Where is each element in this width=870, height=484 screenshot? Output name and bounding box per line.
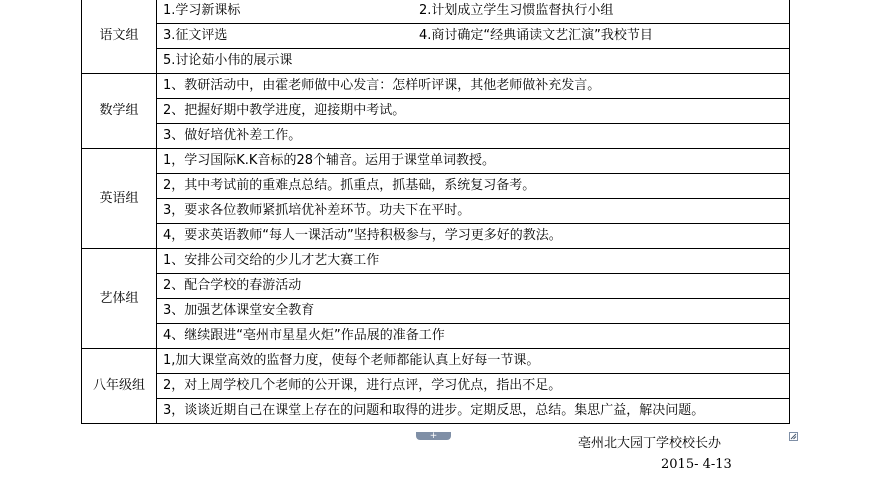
item-cell: 3、做好培优补差工作。 [157,124,790,149]
item-cell [157,24,790,49]
table-row [82,324,790,349]
table-row [82,349,790,374]
item-cell: 1，学习国际K.K音标的28个辅音。运用于课堂单词教授。 [157,149,790,174]
table-row [82,149,790,174]
table-row [82,24,790,49]
table-row [82,174,790,199]
group-name-cell: 数学组 [82,74,157,149]
item-cell: 3、加强艺体课堂安全教育 [157,299,790,324]
table-row [82,74,790,99]
item-cell: 3，谈谈近期自己在课堂上存在的问题和取得的进步。定期反思，总结。集思广益，解决问题。 [157,399,790,424]
item-cell: 1、安排公司交给的少儿才艺大赛工作 [157,249,790,274]
table-resize-icon[interactable] [789,432,798,441]
item-cell: 3，要求各位教师紧抓培优补差环节。功夫下在平时。 [157,199,790,224]
table-row [82,0,790,24]
item-cell: 2，对上周学校几个老师的公开课，进行点评，学习优点，指出不足。 [157,374,790,399]
item-cell: 4，要求英语教师“每人一课活动”坚持积极参与，学习更多好的教法。 [157,224,790,249]
item-cell: 5.讨论茹小伟的展示课 [157,49,790,74]
group-name-cell: 艺体组 [82,249,157,349]
table-row [82,199,790,224]
table-row [82,374,790,399]
table-row [82,99,790,124]
item-text: 2.计划成立学生习惯监督执行小组 [419,3,614,18]
item-text: 4.商讨确定“经典诵读文艺汇演”我校节目 [419,28,653,43]
footer-organization: 亳州北大园丁学校校长办 [578,436,722,451]
table-row [82,124,790,149]
item-cell [157,0,790,24]
item-cell: 2，其中考试前的重难点总结。抓重点，抓基础，系统复习备考。 [157,174,790,199]
table-row [82,399,790,424]
item-cell: 2、配合学校的春游活动 [157,274,790,299]
item-text: 1.学习新课标 [163,3,241,18]
group-name-cell: 语文组 [82,0,157,74]
item-cell: 4、继续跟进“亳州市星星火炬”作品展的准备工作 [157,324,790,349]
item-text: 3.征文评选 [163,28,228,43]
group-name-cell: 英语组 [82,149,157,249]
item-cell: 2、把握好期中教学进度，迎接期中考试。 [157,99,790,124]
table-row [82,224,790,249]
work-plan-table [81,0,790,424]
item-cell: 1、教研活动中，由霍老师做中心发言：怎样听评课，其他老师做补充发言。 [157,74,790,99]
table-row [82,49,790,74]
table-row [82,274,790,299]
table-row [82,249,790,274]
table-row [82,299,790,324]
item-cell: 1,加大课堂高效的监督力度，使每个老师都能认真上好每一节课。 [157,349,790,374]
table-add-icon[interactable] [416,432,451,440]
group-name-cell: 八年级组 [82,349,157,424]
footer-date: 2015- 4-13 [661,457,732,472]
table-add-glyph: + [429,431,438,441]
